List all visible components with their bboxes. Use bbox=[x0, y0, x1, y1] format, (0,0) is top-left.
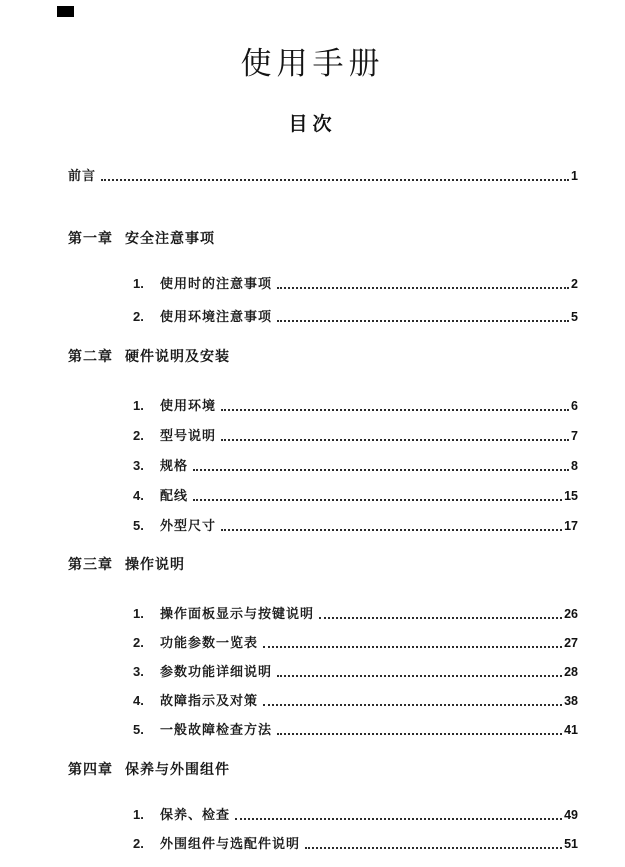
toc-entry[interactable] bbox=[68, 806, 578, 824]
toc-entry[interactable] bbox=[68, 487, 578, 505]
dot-leader bbox=[263, 704, 562, 706]
toc-entry-page: 49 bbox=[564, 808, 578, 822]
toc-entry[interactable] bbox=[68, 517, 578, 535]
toc-entry[interactable] bbox=[68, 721, 578, 739]
toc-entry-label: 一般故障检查方法 bbox=[160, 722, 273, 737]
toc-entry-number: 4. bbox=[133, 488, 144, 503]
toc-entry-label: 使用环境 bbox=[160, 398, 217, 413]
dot-leader bbox=[193, 469, 569, 471]
toc-entry[interactable] bbox=[68, 397, 578, 415]
toc-entry-label: 前言 bbox=[68, 168, 97, 183]
chapter-number: 第二章 bbox=[68, 348, 113, 364]
chapter-number: 第三章 bbox=[68, 556, 113, 572]
table-of-contents bbox=[0, 167, 625, 853]
dot-leader bbox=[263, 646, 562, 648]
toc-entry-label: 配线 bbox=[160, 488, 189, 503]
toc-entry-number: 3. bbox=[133, 664, 144, 679]
dot-leader bbox=[221, 439, 569, 441]
toc-entry-number: 5. bbox=[133, 518, 144, 533]
dot-leader bbox=[235, 818, 562, 820]
toc-entry-page: 5 bbox=[571, 310, 578, 324]
toc-entry-number: 2. bbox=[133, 635, 144, 650]
dot-leader bbox=[305, 847, 562, 849]
chapter-heading-3 bbox=[68, 555, 578, 573]
toc-entry[interactable] bbox=[68, 634, 578, 652]
toc-entry-page: 27 bbox=[564, 636, 578, 650]
toc-entry-label: 故障指示及对策 bbox=[160, 693, 259, 708]
toc-entry-label: 功能参数一览表 bbox=[160, 635, 259, 650]
toc-entry-page: 8 bbox=[571, 459, 578, 473]
chapter-heading-2 bbox=[68, 347, 578, 365]
toc-entry[interactable] bbox=[68, 835, 578, 853]
toc-entry-page: 28 bbox=[564, 665, 578, 679]
chapter-title: 安全注意事项 bbox=[125, 230, 215, 246]
dot-leader bbox=[319, 617, 562, 619]
toc-entry-number: 4. bbox=[133, 693, 144, 708]
dot-leader bbox=[101, 179, 569, 181]
toc-entry-page: 51 bbox=[564, 837, 578, 851]
toc-entry-page: 1 bbox=[571, 169, 578, 183]
toc-entry[interactable] bbox=[68, 308, 578, 326]
toc-entry-page: 15 bbox=[564, 489, 578, 503]
toc-entry-label: 保养、检查 bbox=[160, 807, 231, 822]
document-title: 使用手册 bbox=[240, 46, 385, 82]
toc-entry-page: 38 bbox=[564, 694, 578, 708]
dot-leader bbox=[221, 529, 562, 531]
toc-entry[interactable] bbox=[68, 457, 578, 475]
chapter-title: 保养与外围组件 bbox=[125, 761, 230, 777]
toc-entry[interactable] bbox=[68, 605, 578, 623]
dot-leader bbox=[193, 499, 562, 501]
toc-entry-page: 2 bbox=[571, 277, 578, 291]
toc-entry-number: 1. bbox=[133, 398, 144, 413]
toc-entry-label: 型号说明 bbox=[160, 428, 217, 443]
toc-entry[interactable] bbox=[68, 663, 578, 681]
dot-leader bbox=[221, 409, 569, 411]
scan-corner-mark bbox=[57, 6, 74, 17]
toc-entry-label: 使用环境注意事项 bbox=[160, 309, 273, 324]
chapter-heading-1 bbox=[68, 229, 578, 247]
toc-entry-number: 1. bbox=[133, 807, 144, 822]
toc-entry[interactable] bbox=[68, 275, 578, 293]
chapter-heading-4 bbox=[68, 760, 578, 778]
toc-heading: 目次 bbox=[288, 113, 337, 135]
toc-entry-page: 26 bbox=[564, 607, 578, 621]
toc-entry-number: 2. bbox=[133, 309, 144, 324]
chapter-title: 硬件说明及安装 bbox=[125, 348, 230, 364]
toc-entry-label: 外型尺寸 bbox=[160, 518, 217, 533]
toc-entry-number: 2. bbox=[133, 836, 144, 851]
toc-entry-label: 规格 bbox=[160, 458, 189, 473]
toc-entry-label: 操作面板显示与按键说明 bbox=[160, 606, 315, 621]
toc-entry[interactable] bbox=[68, 427, 578, 445]
toc-entry-preface[interactable] bbox=[68, 167, 578, 185]
toc-entry-page: 17 bbox=[564, 519, 578, 533]
toc-entry-page: 6 bbox=[571, 399, 578, 413]
toc-entry-number: 2. bbox=[133, 428, 144, 443]
dot-leader bbox=[277, 320, 569, 322]
dot-leader bbox=[277, 287, 569, 289]
toc-entry-number: 3. bbox=[133, 458, 144, 473]
toc-entry-label: 参数功能详细说明 bbox=[160, 664, 273, 679]
chapter-number: 第四章 bbox=[68, 761, 113, 777]
dot-leader bbox=[277, 733, 562, 735]
toc-entry-page: 41 bbox=[564, 723, 578, 737]
toc-entry-page: 7 bbox=[571, 429, 578, 443]
toc-entry[interactable] bbox=[68, 692, 578, 710]
toc-entry-number: 1. bbox=[133, 276, 144, 291]
chapter-title: 操作说明 bbox=[125, 556, 185, 572]
toc-entry-label: 外围组件与选配件说明 bbox=[160, 836, 301, 851]
toc-entry-label: 使用时的注意事项 bbox=[160, 276, 273, 291]
dot-leader bbox=[277, 675, 562, 677]
toc-entry-number: 5. bbox=[133, 722, 144, 737]
toc-entry-number: 1. bbox=[133, 606, 144, 621]
chapter-number: 第一章 bbox=[68, 230, 113, 246]
